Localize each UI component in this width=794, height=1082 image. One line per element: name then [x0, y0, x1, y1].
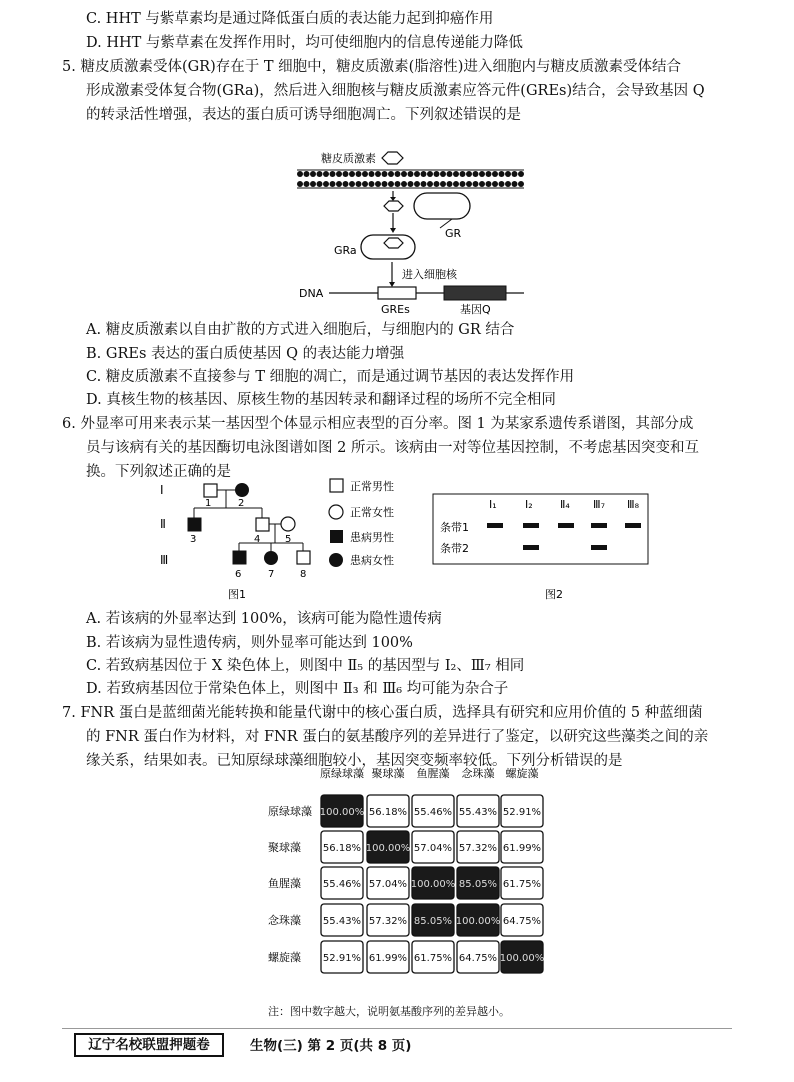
gel-lane-label: Ⅰ₂: [525, 498, 533, 511]
gra-label: GRa: [334, 244, 357, 257]
band-label-2: 条带2: [440, 542, 469, 555]
q6-option-b: B. 若该病为显性遗传病，则外显率可能达到 100%: [86, 635, 413, 651]
fig1-caption: 图1: [228, 588, 246, 601]
q6-stem-line-2: 员与该病有关的基因酶切电泳图谱如图 2 所示。该病由一对等位基因控制，不考虑基因突变和互: [86, 440, 699, 456]
gres-label: GREs: [381, 303, 410, 316]
q5-option-c: C. 糖皮质激素不直接参与 T 细胞的凋亡，而是通过调节基因的表达发挥作用: [86, 369, 575, 385]
q6-option-c: C. 若致病基因位于 X 染色体上，则图中 Ⅱ₅ 的基因型与 Ⅰ₂、Ⅲ₇ 相同: [86, 658, 525, 674]
q7-stem-line-1: 7. FNR 蛋白是蓝细菌光能转换和能量代谢中的核心蛋白质，选择具有研究和应用价值的 5 种蓝细菌: [62, 705, 703, 721]
id-1: 1: [205, 498, 212, 509]
matrix-cell-value: 52.91%: [502, 807, 542, 818]
matrix-cell-value: 61.99%: [502, 843, 542, 854]
legend-affected-female: 患病女性: [350, 554, 394, 567]
exam-name-box: 辽宁名校联盟押题卷: [74, 1033, 224, 1057]
gel-lane-label: Ⅲ₇: [593, 498, 605, 511]
legend-affected-male: 患病男性: [350, 531, 394, 544]
legend-normal-male: 正常男性: [350, 480, 394, 493]
id-4: 4: [254, 534, 261, 545]
matrix-cell-value: 55.46%: [322, 879, 362, 890]
matrix-cell-value: 61.99%: [368, 953, 408, 964]
q5-option-b: B. GREs 表达的蛋白质使基因 Q 的表达能力增强: [86, 346, 405, 362]
matrix-cell-value: 61.75%: [502, 879, 542, 890]
id-3: 3: [190, 534, 197, 545]
gr-label: GR: [445, 227, 462, 240]
matrix-cell-value: 100.00%: [319, 807, 365, 818]
matrix-cell-value: 57.04%: [368, 879, 408, 890]
row-header: 聚球藻: [268, 841, 301, 854]
q5-stem-line-3: 的转录活性增强，表达的蛋白质可诱导细胞凋亡。下列叙述错误的是: [86, 107, 521, 123]
matrix-cell-value: 100.00%: [499, 953, 545, 964]
page-info: 生物(三) 第 2 页(共 8 页): [250, 1038, 412, 1054]
matrix-cell-value: 64.75%: [458, 953, 498, 964]
gel-lane-label: Ⅰ₁: [489, 498, 497, 511]
id-5: 5: [285, 534, 292, 545]
legend-normal-female: 正常女性: [350, 506, 394, 519]
matrix-cell-value: 56.18%: [368, 807, 408, 818]
gel-lane-label: Ⅱ₄: [560, 498, 570, 511]
gene-q-label: 基因Q: [460, 303, 491, 316]
matrix-cell-value: 52.91%: [322, 953, 362, 964]
id-6: 6: [235, 569, 242, 580]
matrix-cell-value: 56.18%: [322, 843, 362, 854]
q7-stem-line-2: 的 FNR 蛋白作为材料，对 FNR 蛋白的氨基酸序列的差异进行了鉴定，以研究这些藻类之间的亲: [86, 729, 709, 745]
matrix-cell-value: 55.43%: [322, 916, 362, 927]
column-header: 原绿球藻: [320, 767, 364, 780]
footer-divider: [62, 1028, 732, 1029]
matrix-cell-value: 61.75%: [413, 953, 453, 964]
gen-label-2: Ⅱ: [160, 517, 166, 531]
q6-option-a: A. 若该病的外显率达到 100%，该病可能为隐性遗传病: [86, 611, 442, 627]
gel-lane-label: Ⅲ₈: [627, 498, 639, 511]
matrix-cell-value: 55.46%: [413, 807, 453, 818]
matrix-cell-value: 55.43%: [458, 807, 498, 818]
q4-option-d: D. HHT 与紫草素在发挥作用时，均可使细胞内的信息传递能力降低: [86, 35, 523, 51]
hormone-label: 糖皮质激素: [321, 152, 376, 165]
matrix-cell-value: 85.05%: [458, 879, 498, 890]
q7-table-note: 注：图中数字越大，说明氨基酸序列的差异越小。: [268, 1005, 510, 1018]
matrix-cell-value: 64.75%: [502, 916, 542, 927]
q6-stem-line-1: 6. 外显率可用来表示某一基因型个体显示相应表型的百分率。图 1 为某家系遗传系谱图，其部分成: [62, 416, 694, 432]
band-label-1: 条带1: [440, 521, 469, 534]
matrix-cell-value: 100.00%: [455, 916, 501, 927]
gen-label-1: Ⅰ: [160, 483, 164, 497]
gen-label-3: Ⅲ: [160, 553, 169, 567]
row-header: 鱼腥藻: [268, 877, 301, 890]
row-header: 念珠藻: [268, 914, 301, 927]
id-8: 8: [300, 569, 307, 580]
q6-option-d: D. 若致病基因位于常染色体上，则图中 Ⅱ₃ 和 Ⅲ₆ 均可能为杂合子: [86, 681, 509, 697]
matrix-cell-value: 57.04%: [413, 843, 453, 854]
q5-stem-line-1: 5. 糖皮质激素受体(GR)存在于 T 细胞中，糖皮质激素(脂溶性)进入细胞内与糖皮质激素受体结合: [62, 59, 681, 75]
id-2: 2: [238, 498, 245, 509]
column-header: 鱼腥藻: [416, 767, 450, 780]
id-7: 7: [268, 569, 275, 580]
matrix-cell-value: 57.32%: [368, 916, 408, 927]
q5-stem-line-2: 形成激素受体复合物(GRa)，然后进入细胞核与糖皮质激素应答元件(GREs)结合，会导致基因 Q: [86, 83, 705, 99]
matrix-cell-value: 57.32%: [458, 843, 498, 854]
enter-nucleus-label: 进入细胞核: [402, 268, 457, 281]
column-header: 念珠藻: [461, 767, 495, 780]
q5-option-a: A. 糖皮质激素以自由扩散的方式进入细胞后，与细胞内的 GR 结合: [86, 322, 515, 338]
row-header: 螺旋藻: [268, 951, 301, 964]
matrix-cell-value: 85.05%: [413, 916, 453, 927]
q4-option-c: C. HHT 与紫草素均是通过降低蛋白质的表达能力起到抑癌作用: [86, 11, 494, 27]
q5-option-d: D. 真核生物的核基因、原核生物的基因转录和翻译过程的场所不完全相同: [86, 392, 556, 408]
q6-stem-line-3: 换。下列叙述正确的是: [86, 464, 231, 480]
fig2-caption: 图2: [545, 588, 563, 601]
row-header: 原绿球藻: [268, 805, 312, 818]
dna-label: DNA: [299, 287, 324, 300]
matrix-cell-value: 100.00%: [365, 843, 411, 854]
column-header: 聚球藻: [371, 767, 405, 780]
q7-stem-line-3: 缘关系，结果如表。已知原绿球藻细胞较小，基因突变频率较低。下列分析错误的是: [86, 753, 623, 769]
column-header: 螺旋藻: [505, 767, 539, 780]
matrix-cell-value: 100.00%: [410, 879, 456, 890]
